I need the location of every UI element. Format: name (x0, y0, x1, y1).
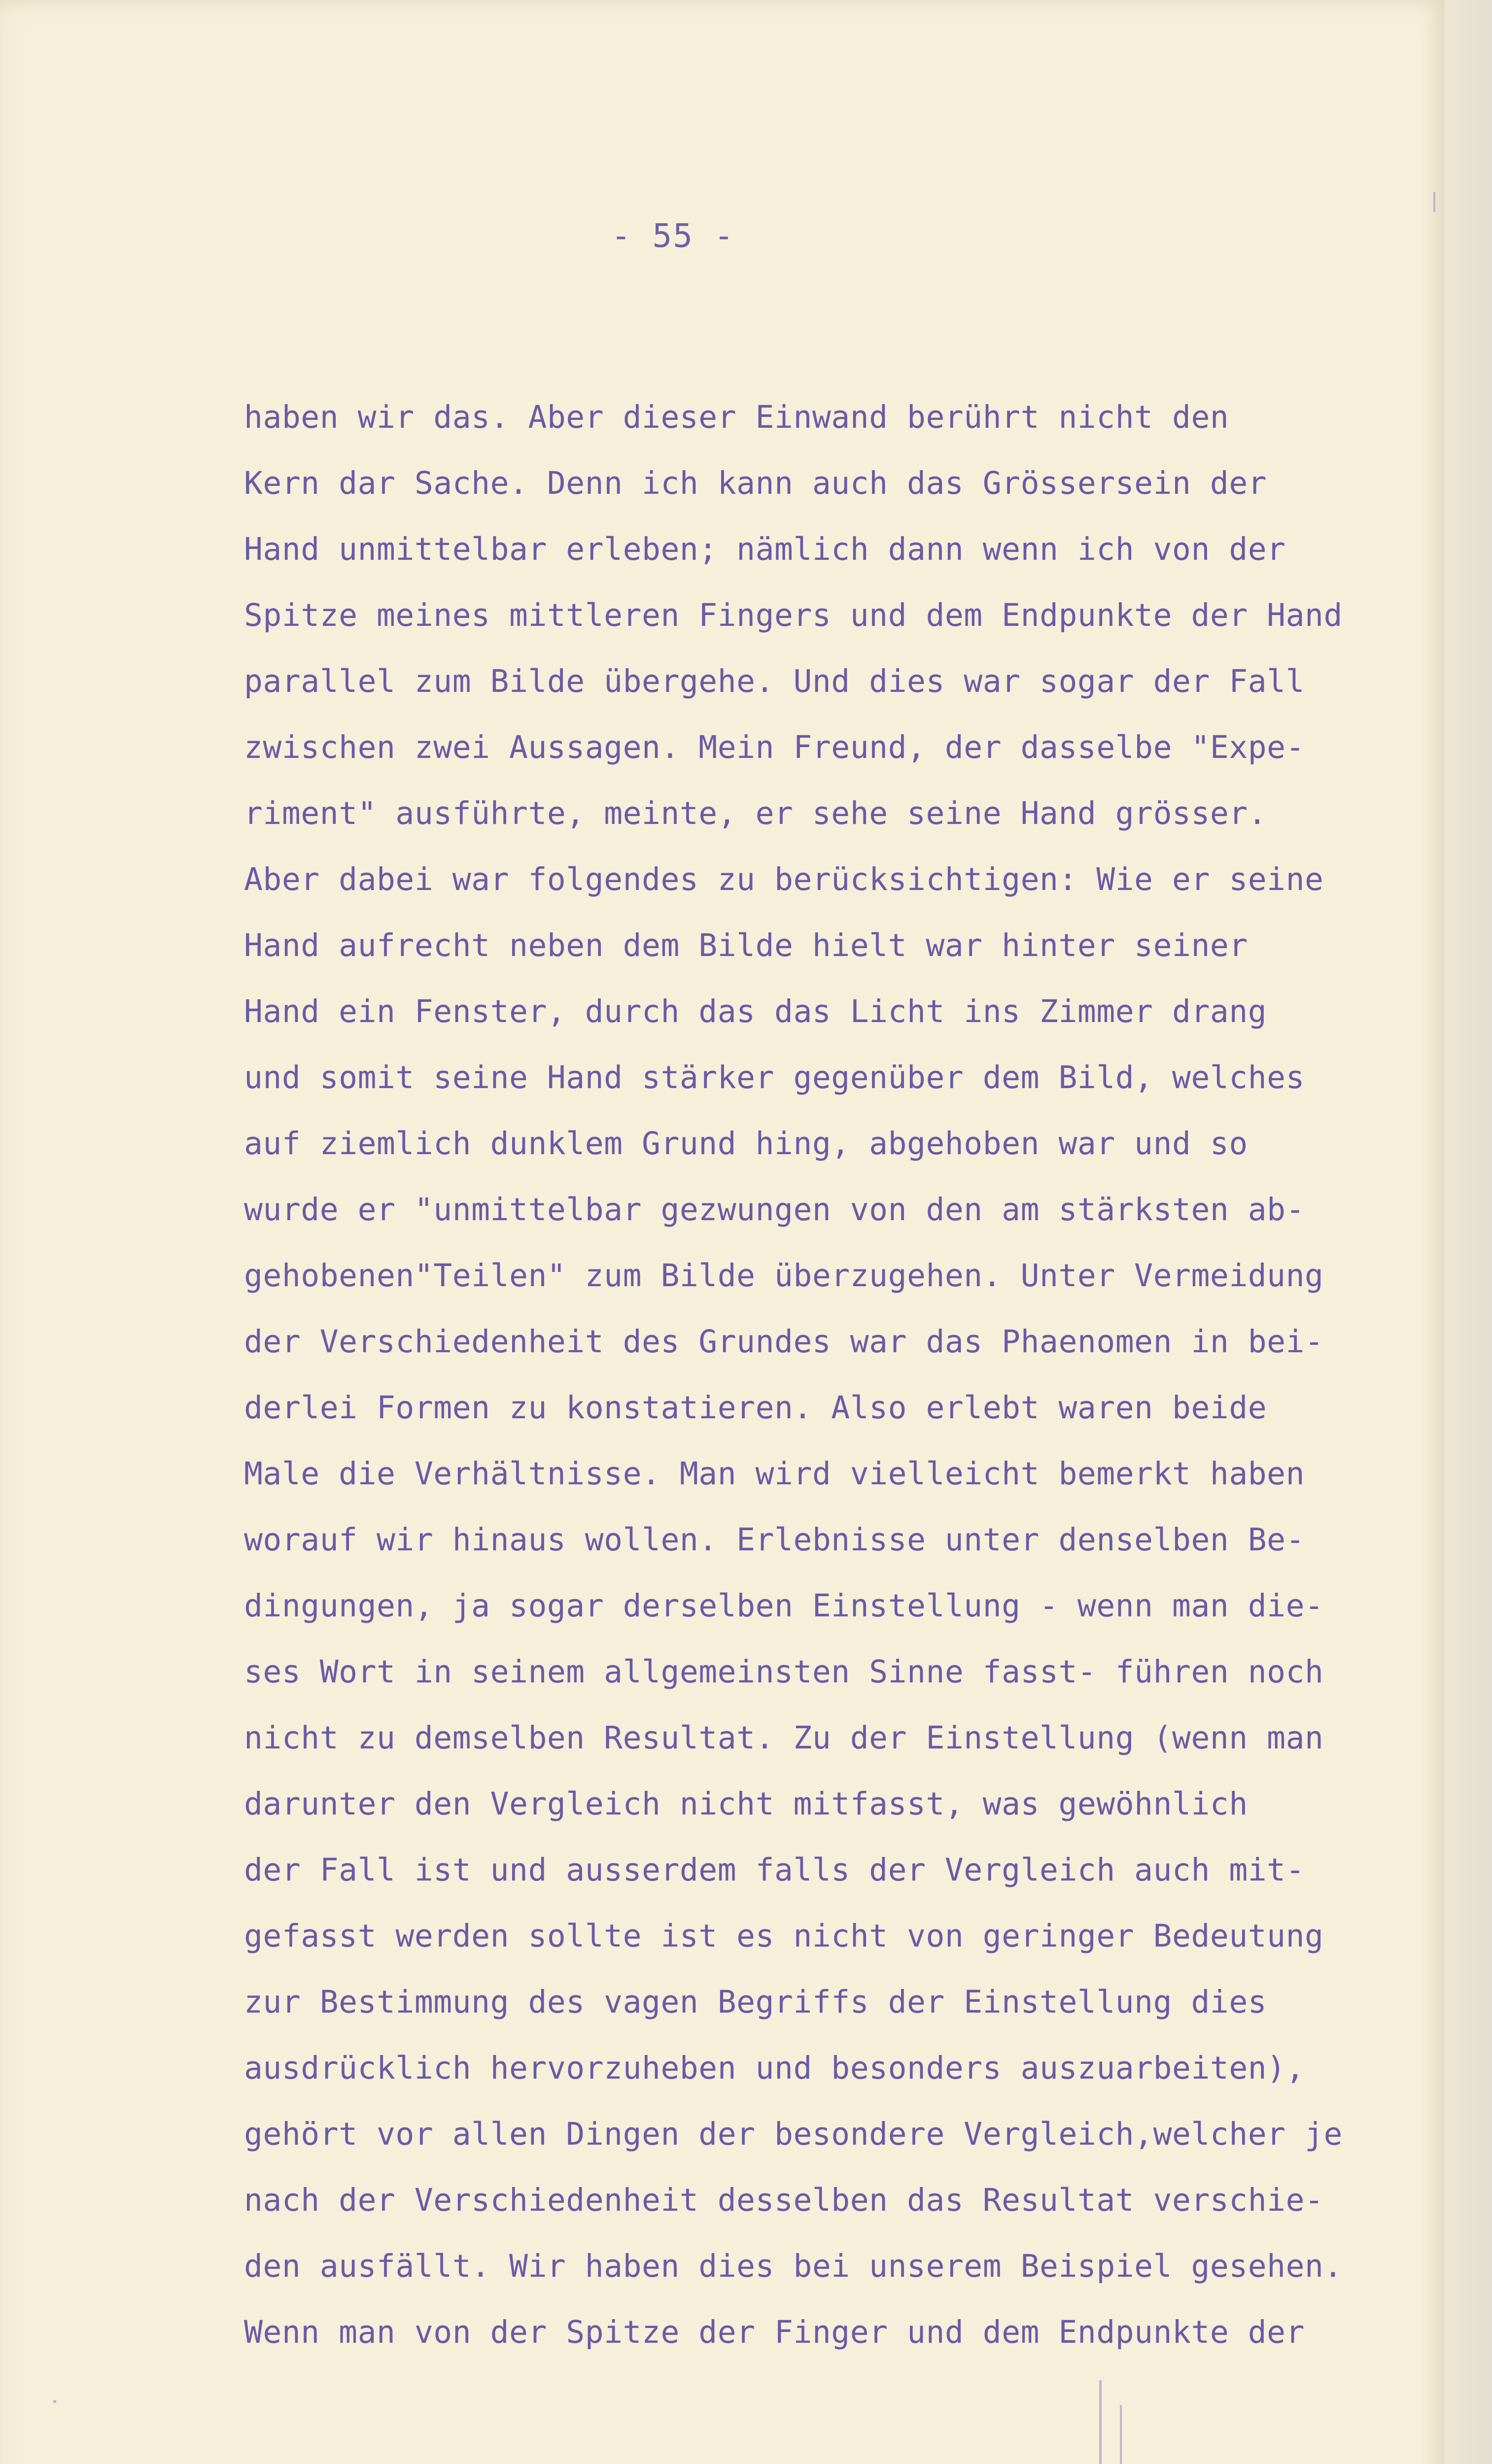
stray-mark (1433, 192, 1435, 212)
text-line: zur Bestimmung des vagen Begriffs der Einstellung dies (244, 1984, 1267, 2020)
text-line: Hand aufrecht neben dem Bilde hielt war hinter seiner (244, 927, 1248, 963)
page-number: - 55 - (611, 217, 735, 255)
text-line: gefasst werden sollte ist es nicht von geringer Bedeutung (244, 1918, 1324, 1954)
text-line: parallel zum Bilde übergehe. Und dies war sogar der Fall (244, 663, 1305, 699)
text-line: zwischen zwei Aussagen. Mein Freund, der dasselbe "Expe- (244, 729, 1305, 765)
text-line: Male die Verhältnisse. Man wird vielleicht bemerkt haben (244, 1456, 1305, 1492)
stray-mark (53, 2400, 56, 2403)
text-line: gehört vor allen Dingen der besondere Vergleich,welcher je (244, 2116, 1343, 2152)
text-line: derlei Formen zu konstatieren. Also erlebt waren beide (244, 1390, 1267, 1426)
text-line: dingungen, ja sogar derselben Einstellung - wenn man die- (244, 1588, 1324, 1624)
text-line: nach der Verschiedenheit desselben das Resultat verschie- (244, 2182, 1324, 2218)
text-line: haben wir das. Aber dieser Einwand berührt nicht den (244, 399, 1229, 435)
text-line: Spitze meines mittleren Fingers und dem Endpunkte der Hand (244, 597, 1343, 633)
stray-mark (1099, 2380, 1102, 2464)
text-line: wurde er "unmittelbar gezwungen von den am stärksten ab- (244, 1192, 1305, 1228)
text-line: darunter den Vergleich nicht mitfasst, was gewöhnlich (244, 1786, 1248, 1822)
text-line: der Fall ist und ausserdem falls der Vergleich auch mit- (244, 1852, 1305, 1888)
scan-margin (1444, 0, 1492, 2464)
text-line: worauf wir hinaus wollen. Erlebnisse unter denselben Be- (244, 1522, 1305, 1558)
text-line: der Verschiedenheit des Grundes war das Phaenomen in bei- (244, 1324, 1324, 1360)
text-line: Aber dabei war folgendes zu berücksichtigen: Wie er seine (244, 861, 1324, 897)
text-line: ausdrücklich hervorzuheben und besonders auszuarbeiten), (244, 2050, 1305, 2086)
body-text (244, 384, 1437, 2365)
text-line: den ausfällt. Wir haben dies bei unserem Beispiel gesehen. (244, 2248, 1343, 2284)
text-line: und somit seine Hand stärker gegenüber dem Bild, welches (244, 1060, 1305, 1095)
text-line: riment" ausführte, meinte, er sehe seine Hand grösser. (244, 795, 1267, 831)
stray-mark (1120, 2405, 1122, 2464)
text-line: Wenn man von der Spitze der Finger und dem Endpunkte der (244, 2314, 1305, 2350)
text-line: auf ziemlich dunklem Grund hing, abgehoben war und so (244, 1126, 1248, 1162)
text-line: gehobenen"Teilen" zum Bilde überzugehen. Unter Vermeidung (244, 1258, 1324, 1294)
text-line: ses Wort in seinem allgemeinsten Sinne fasst- führen noch (244, 1654, 1324, 1690)
text-line: Hand ein Fenster, durch das das Licht ins Zimmer drang (244, 993, 1267, 1029)
text-line: nicht zu demselben Resultat. Zu der Einstellung (wenn man (244, 1720, 1324, 1756)
text-line: Hand unmittelbar erleben; nämlich dann wenn ich von der (244, 531, 1286, 567)
text-line: Kern dar Sache. Denn ich kann auch das Grössersein der (244, 465, 1267, 501)
